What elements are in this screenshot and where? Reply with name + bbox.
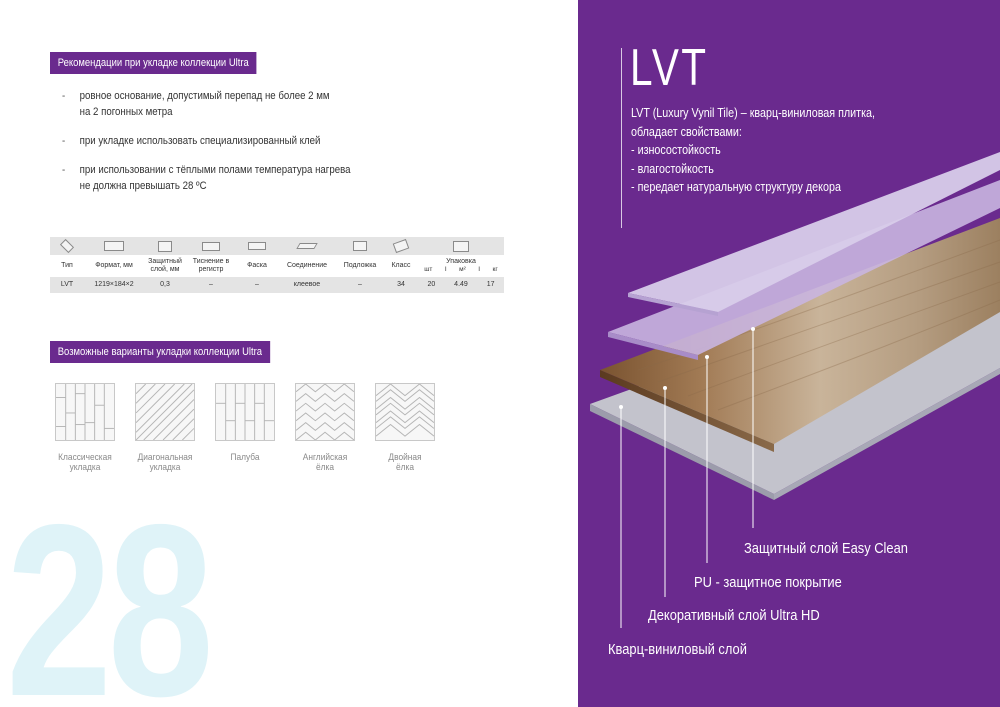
tile-type-icon <box>60 239 74 253</box>
header-format: Формат, мм <box>95 262 133 269</box>
header-type: Тип <box>61 262 73 269</box>
layout-label: Палуба <box>230 452 260 463</box>
lvt-description: LVT (Luxury Vynil Tile) – кварц-виниловая плитка, обладает свойствами: - износостойкость - влагостойкость - передает натуральную структуру декора <box>631 106 876 194</box>
header-joint: Соединение <box>286 262 328 269</box>
page-number: 28 <box>6 473 210 707</box>
double-herringbone-pattern-icon <box>375 383 435 441</box>
classic-pattern-icon <box>55 383 115 441</box>
recommendations-title: Рекомендации при укладке коллекции Ultra <box>50 52 257 74</box>
package-icon <box>453 241 469 252</box>
list-item: - при укладке использовать специализированный клей <box>62 135 321 147</box>
diagonal-pattern-icon <box>135 383 195 441</box>
bevel-icon <box>248 242 266 250</box>
list-item: - при использовании с тёплыми полами температура нагрева не должна превышать 28 ºС <box>62 164 351 192</box>
layout-herringbone <box>285 383 365 473</box>
layout-label: Английская ёлка <box>302 452 348 473</box>
layout-diagonal <box>125 383 205 473</box>
layout-label: Классическая укладка <box>58 452 112 473</box>
layer-label-base: Кварц-виниловый слой <box>608 641 747 658</box>
underlay-icon <box>353 241 367 251</box>
emboss-icon <box>202 242 220 251</box>
layout-label: Диагональная укладка <box>137 452 193 473</box>
layout-double-herringbone <box>365 383 445 473</box>
table-row: LVT 1219×184×2 0,3 – – клеевое – 34 20 4.49 17 <box>50 277 504 293</box>
list-item: - ровное основание, допустимый перепад не более 2 мм на 2 погонных метра <box>62 90 330 118</box>
header-bevel: Фаска <box>247 262 267 269</box>
spec-header-row <box>50 255 504 277</box>
layer-label-pu: PU - защитное покрытие <box>694 574 842 591</box>
layout-label: Двойная ёлка <box>388 452 422 473</box>
herringbone-pattern-icon <box>295 383 355 441</box>
layer-icon <box>158 241 172 252</box>
header-underlay: Подложка <box>343 262 377 269</box>
layer-label-easy-clean: Защитный слой Easy Clean <box>744 540 908 557</box>
spec-icons-row <box>50 237 504 255</box>
deck-pattern-icon <box>215 383 275 441</box>
header-pack: Упаковка шт I м² I кг <box>424 258 498 273</box>
header-emboss: Тиснение в регистр <box>192 258 230 273</box>
layout-classic <box>45 383 125 473</box>
class-icon <box>393 239 410 253</box>
joint-icon <box>296 243 317 249</box>
spec-table <box>50 237 504 293</box>
header-class: Класс <box>391 262 411 269</box>
recommendations-list <box>62 88 382 207</box>
title-divider <box>621 48 622 228</box>
layer-label-decor: Декоративный слой Ultra HD <box>648 607 820 624</box>
layout-deck <box>205 383 285 473</box>
header-layer: Защитный слой, мм <box>148 258 182 273</box>
format-icon <box>104 241 124 251</box>
layout-options <box>45 383 445 473</box>
lvt-title: LVT <box>630 39 709 97</box>
layouts-title: Возможные варианты укладки коллекции Ultra <box>50 341 270 363</box>
